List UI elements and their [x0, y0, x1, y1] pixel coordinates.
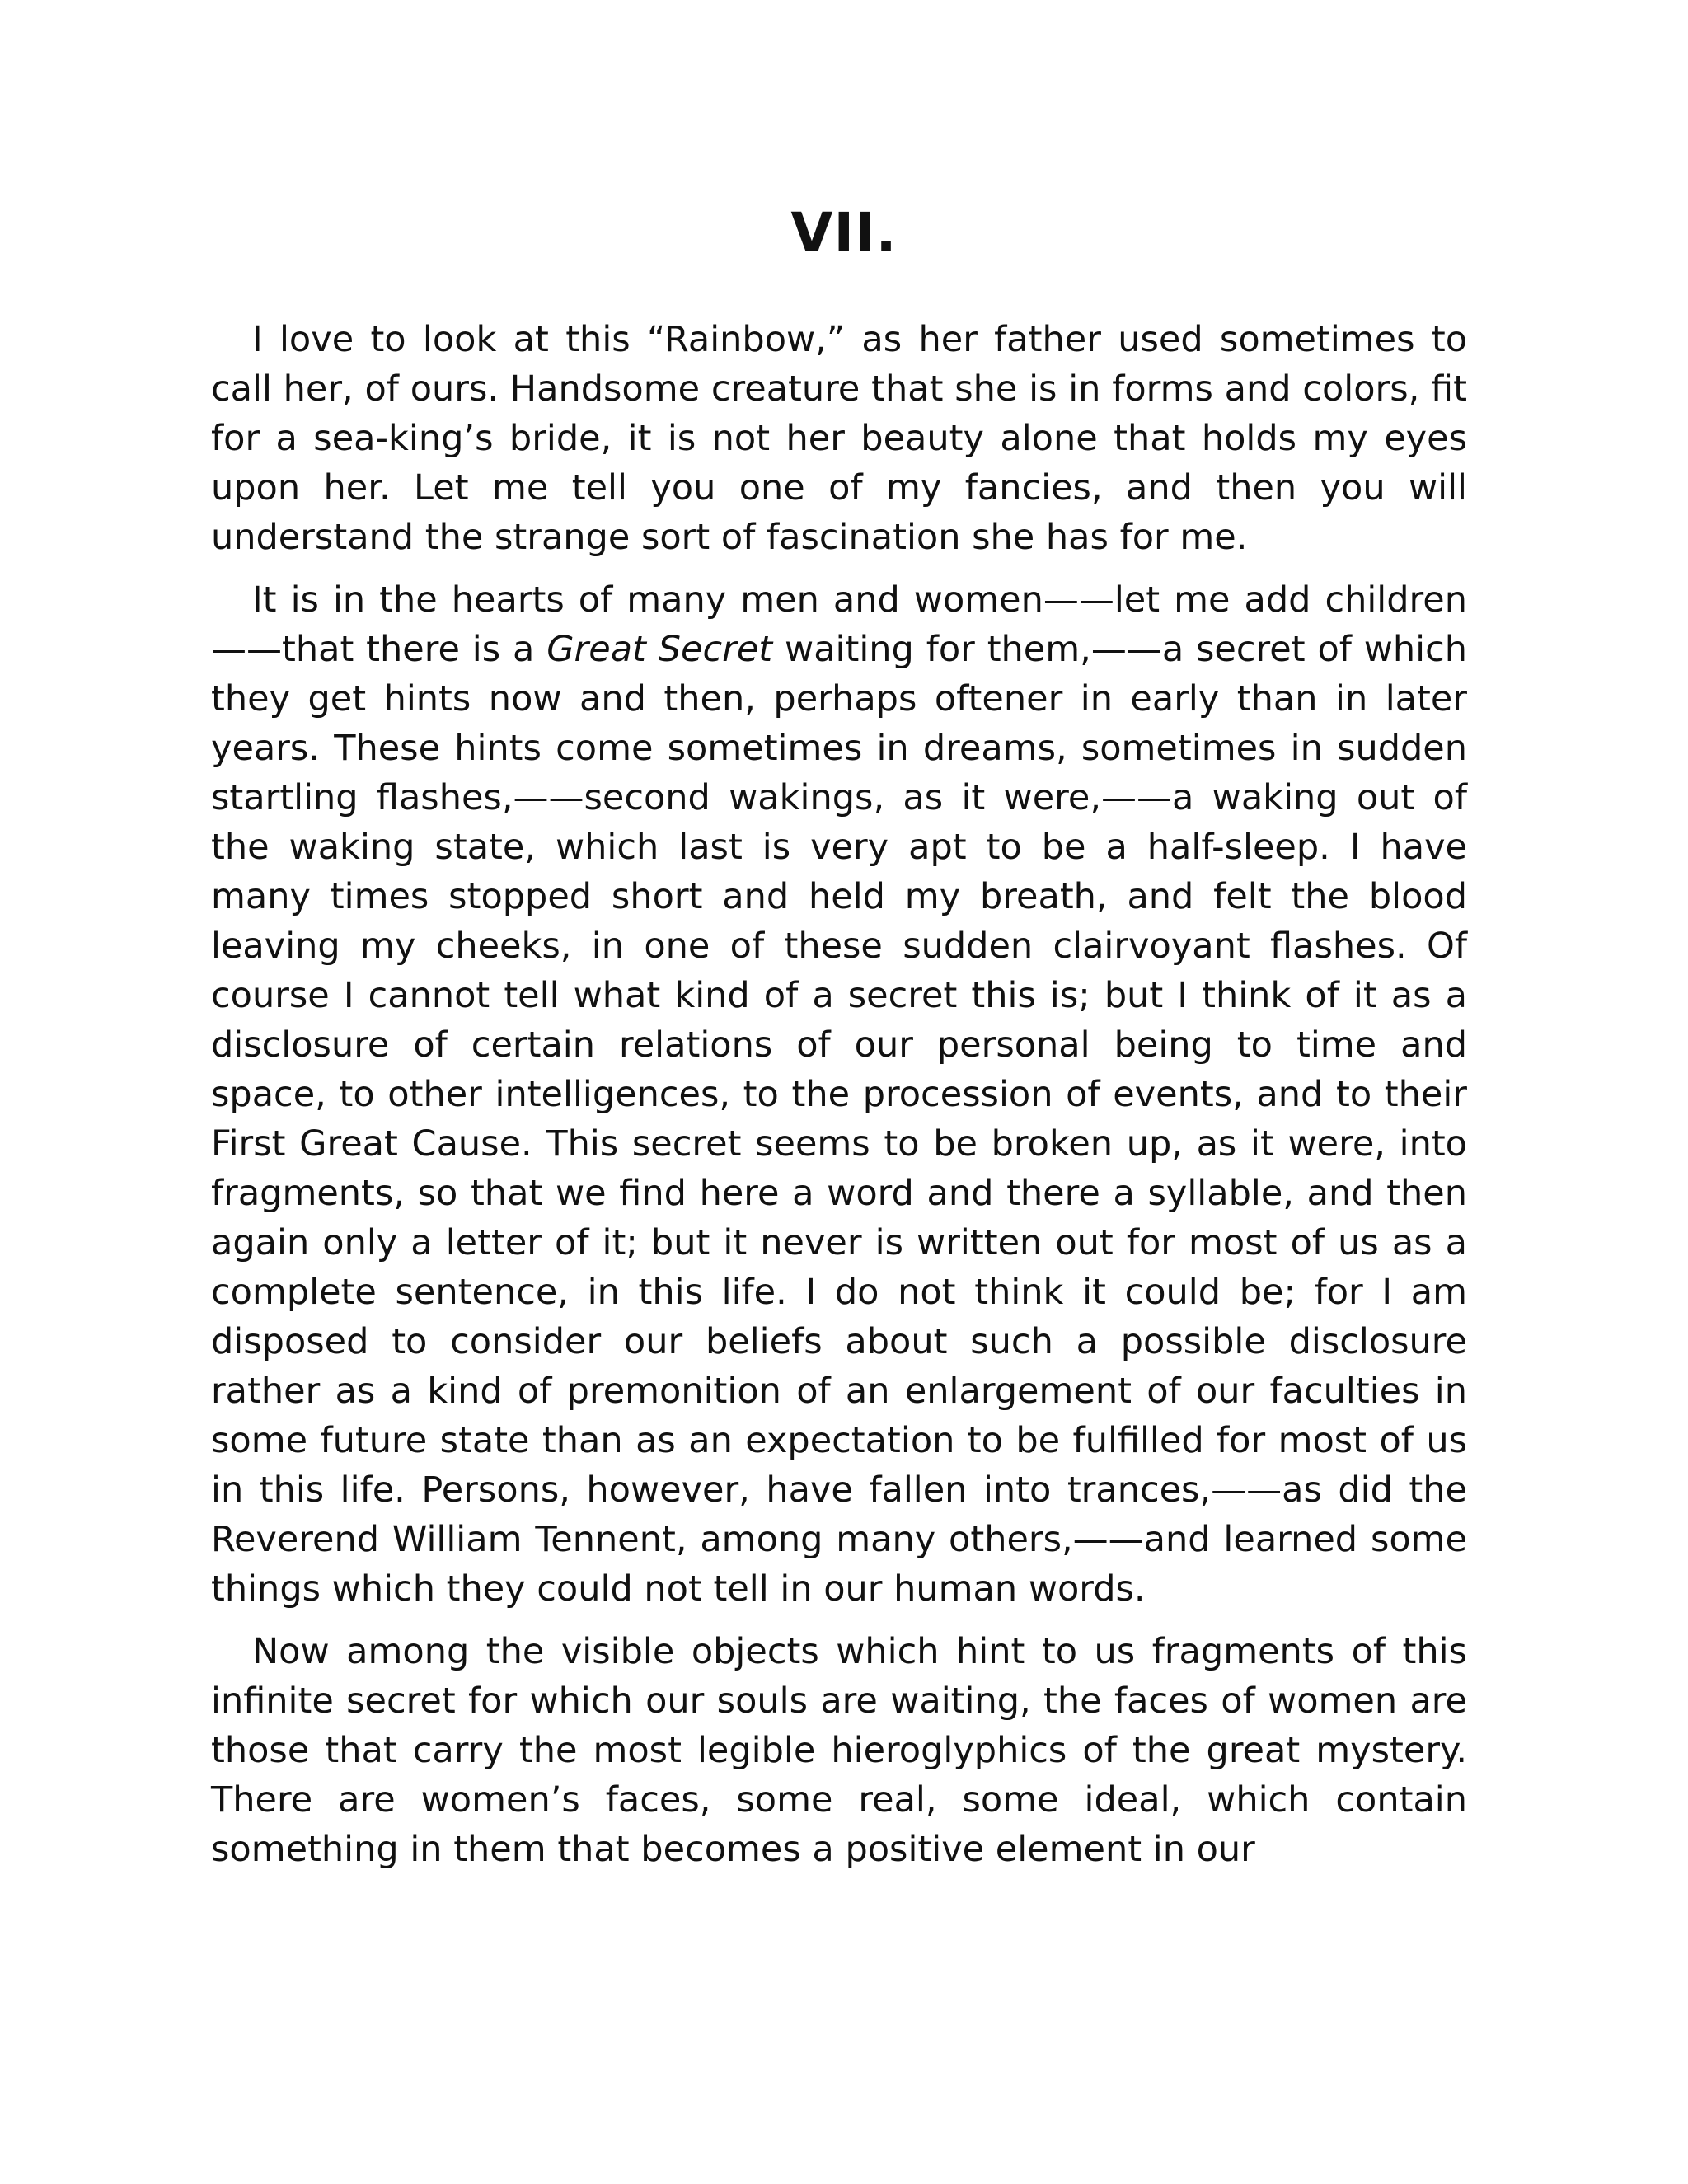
paragraph-2-text-end: waiting for them,——a secret of which they get hints now and then, perhaps oftener in early than in later years. These hints come sometimes in dreams, sometimes in sudden startling flashes,——second wakings, as it were,——a waking out of the waking state, which last is very apt to be a half-sleep. I have many times stopped short and held my breath, and felt the blood leaving my cheeks, in one of these sudden clairvoyant flashes. Of course I cannot tell what kind of a secret this is; but I think of it as a disclosure of certain relations of our personal being to time and space, to other intelligences, to the procession of events, and to their First Great Cause. This secret seems to be broken up, as it were, into fragments, so that we find here a word and there a syllable, and then again only a letter of it; but it never is written out for most of us as a complete sentence, in this life. I do not think it could be; for I am disposed to consider our beliefs about such a possible disclosure rather as a kind of premonition of an enlargement of our faculties in some future state than as an expectation to be fulfilled for most of us in this life. Persons, however, have fallen into trances,——as did the Reverend William Tennent, among many others,——and learned some things which they could not tell in our human words. [211, 629, 1468, 1610]
paragraph-3-text: Now among the visible objects which hint to us fragments of this infinite secret for which our souls are waiting, the faces of women are those that carry the most legible hieroglyphics of the great mystery. There are women’s faces, some real, some ideal, which contain something in them that becomes a positive element in our [211, 1631, 1467, 1870]
paragraph-1 [211, 315, 1467, 562]
great-secret-emphasis: Great Secret [546, 629, 773, 670]
chapter-heading: VII. [790, 201, 898, 265]
paragraph-2-text-start: It is in the hearts of many men and women——let me add children ——that there is a [211, 579, 1467, 670]
paragraph-2 [211, 575, 1467, 1614]
paragraph-3 [211, 1627, 1467, 1874]
paragraph-1-text: I love to look at this “Rainbow,” as her father used sometimes to call her, of ours. Handsome creature that she is in forms and colors, fit for a sea-king’s bride, it is not her beauty alone that holds my eyes upon her. Let me tell you one of my fancies, and then you will understand the strange sort of fascination she has for me. [211, 319, 1467, 558]
body-text [211, 315, 1467, 1887]
